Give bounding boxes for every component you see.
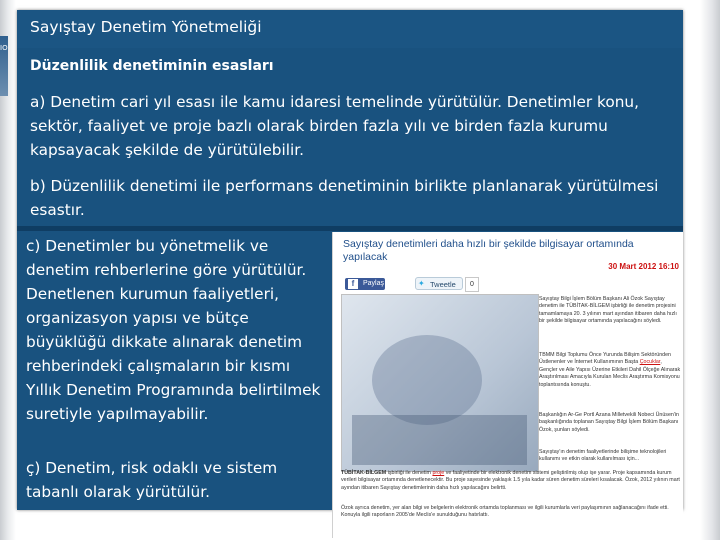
article-side-paragraph-3: Başkanlığın Ar-Ge Portl Azana Milletvekili Nobeci Ünüsen'in başkanlığında toplanan Sayıştay Bilgi İşlem Bölüm Başkanı Özok, şunları söyledi. [539,412,679,433]
tweet-label: Tweetle [430,280,456,289]
side-2-pre: TBMM Bilgi Toplumu Önce Yurunda Bilişim Sektöründen Üstlenenler ve İnternet Kullanımının Başta [539,352,671,366]
share-label: Paylaş [363,280,385,287]
body-1-pre: işbirliği ile denetim [386,470,433,476]
article-side-paragraph-4: Sayıştay'ın denetim faaliyetlerinde bilişime teknolojileri kullanımı ve etkin olarak kullanılması için... [539,449,667,463]
body-1-post: ve faaliyetinde bir elektronik denetim sistemi geliştirilmiş olup işe yarar. Proje kapsamında kurum verileri bilgisayar ortamında denetlenecektir. Bu proje sayesinde yaklaşık 1.5 yıla kadar süren denetim süreleri kısalacak. Özok, 2012 yılının mart ayından itibaren Sayıştay denetimlerinin daha hızlı yapılacağını belirtti. [341,470,680,491]
tweet-count: 0 [465,277,479,292]
paragraph-b: b) Düzenlilik denetimi ile performans denetiminin birlikte planlanarak yürütülmesi esastır. [30,177,659,219]
tweet-button[interactable] [415,277,463,290]
paragraph-d: ç) Denetim, risk odaklı ve sistem tabanlı olarak yürütülür. [26,459,278,501]
article-title: Sayıştay denetimleri daha hızlı bir şekilde bilgisayar ortamında yapılacak [343,238,634,263]
side-2-post: , Gençler ve Aile Yapısı Üzerine Etkileri Dahil Ölçeğe Alınarak Araştırılması Amacıyla Kurulan Meclis Araştırma Komisyonu toplantısında konuştu. [539,359,681,388]
article-photo [341,294,539,472]
twitter-bird-icon: ✦ [418,279,425,288]
section-heading: Düzenlilik denetiminin esasları [30,58,274,74]
body-1-bold: TÜBİTAK-BİLGEM [341,470,387,476]
left-decoration-text: IO [0,44,8,52]
paragraph-a: a) Denetim cari yıl esası ile kamu idaresi temelinde yürütülür. Denetimler konu, sektör, faaliyet ve proje bazlı olarak birden fazla yılı ve birden fazla kurumu kapsayacak şekilde de yürütülebilir. [30,93,639,159]
divider-strip [17,226,683,231]
article-body-paragraph-2: Özok ayrıca denetim, yer alan bilgi ve belgelerin elektronik ortamda toplanması ve ilgili kurumlarla veri paylaşımının sağlanacağını ifade etti. Konuyla ilgili raporların 2005'de Meclis'e sunulduğunu hatırlattı. [341,505,669,519]
facebook-icon: f [348,279,358,289]
news-article-screenshot [332,232,683,538]
article-side-paragraph-2 [539,352,681,389]
slide-title: Sayıştay Denetim Yönetmeliği [30,18,262,36]
highlighted-word-link[interactable]: Çocuklar [639,359,661,366]
paragraph-c: c) Denetimler bu yönetmelik ve denetim rehberlerine göre yürütülür. Denetlenen kurumun faaliyetleri, organizasyon yapısı ve bütçe büyüklüğü dikkate alınarak denetim rehberindeki çalışmaların bir kısmı Yıllık Denetim Programında belirtilmek suretiyle yapılmayabilir. [26,237,321,423]
facebook-share-button[interactable] [345,278,385,290]
photo-desk [352,415,527,465]
article-body-paragraph-1 [341,470,681,492]
article-side-paragraph-1: Sayıştay Bilgi İşlem Bölüm Başkanı Ali Özok Sayıştay denetim ile TÜBİTAK-BİLGEM işbirliği ile denetim projesini tamamlamaya 20. 3 yılının mart ayından itibaren daha hızlı bir şekilde bilgisayar ortamında yapılacağını söyledi. [539,296,677,325]
body-highlight-link[interactable]: proje [432,470,445,476]
photo-figure [372,335,482,425]
article-date: 30 Mart 2012 16:10 [608,262,679,271]
